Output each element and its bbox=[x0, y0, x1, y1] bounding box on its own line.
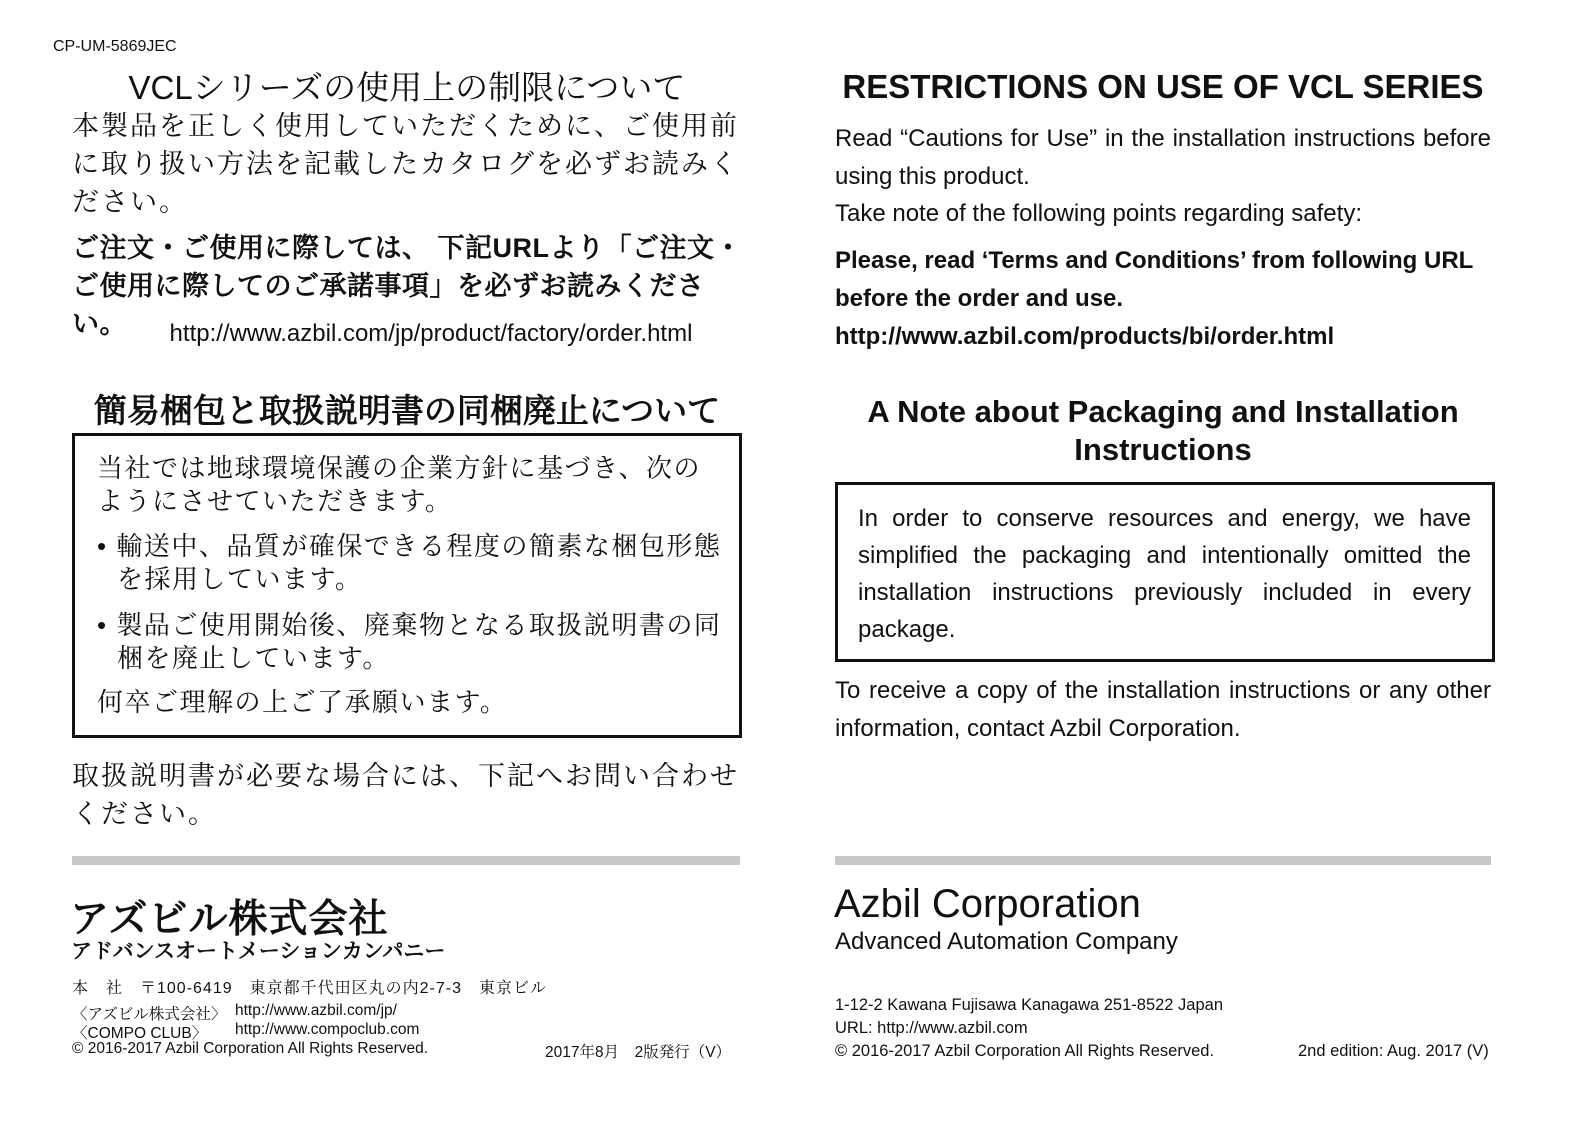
document-id: CP-UM-5869JEC bbox=[53, 38, 177, 55]
jp-contact: 取扱説明書が必要な場合には、下記へお問い合わせください。 bbox=[72, 761, 739, 829]
jp-order-url[interactable]: http://www.azbil.com/jp/product/factory/order.html bbox=[169, 320, 693, 347]
jp-packaging-title: 簡易梱包と取扱説明書の同梱廃止について bbox=[93, 392, 721, 429]
jp-address: 本 社 〒100-6419 東京都千代田区丸の内2-7-3 東京ビル bbox=[72, 980, 547, 997]
en-read-cautions: Read “Cautions for Use” in the installation instructions before using this product. bbox=[835, 125, 1491, 190]
jp-bullet-2: • 製品ご使用開始後、廃棄物となる取扱説明書の同梱を廃止しています。 bbox=[97, 610, 722, 673]
jp-bullet-1: • 輸送中、品質が確保できる程度の簡素な梱包形態を採用しています。 bbox=[97, 531, 722, 594]
jp-company-name: アズビル株式会社 bbox=[70, 898, 389, 941]
en-divider bbox=[835, 856, 1491, 865]
jp-divider bbox=[72, 856, 740, 865]
jp-compo-url[interactable]: http://www.compoclub.com bbox=[235, 1021, 420, 1038]
en-edition: 2nd edition: Aug. 2017 (V) bbox=[1298, 1042, 1489, 1060]
jp-box-intro: 当社では地球環境保護の企業方針に基づき、次のようにさせていただきます。 bbox=[97, 453, 701, 516]
jp-division-name: アドバンスオートメーションカンパニー bbox=[71, 940, 446, 963]
en-address: 1-12-2 Kawana Fujisawa Kanagawa 251-8522 Japan bbox=[835, 996, 1224, 1014]
jp-azbil-label: 〈アズビル株式会社〉 bbox=[72, 1006, 227, 1023]
jp-compo-label: 〈COMPO CLUB〉 bbox=[72, 1025, 208, 1042]
en-take-note: Take note of the following points regarding safety: bbox=[835, 200, 1362, 227]
en-division-name: Advanced Automation Company bbox=[835, 928, 1178, 955]
jp-azbil-url[interactable]: http://www.azbil.com/jp/ bbox=[235, 1002, 397, 1019]
jp-intro: 本製品を正しく使用していただくために、ご使用前に取り扱い方法を記載したカタログを必ずお読みください。 bbox=[72, 111, 739, 217]
jp-box-closing: 何卒ご理解の上ご了承願います。 bbox=[97, 687, 508, 717]
en-copyright: © 2016-2017 Azbil Corporation All Rights Reserved. bbox=[835, 1042, 1215, 1060]
jp-copyright: © 2016-2017 Azbil Corporation All Rights Reserved. bbox=[72, 1040, 429, 1057]
en-title: RESTRICTIONS ON USE OF VCL SERIES bbox=[842, 68, 1484, 105]
jp-order-notice: ご注文・ご使用に際しては、 下記URLより「ご注文・ご使用に際してのご承諾事項」を必ずお読みください。 bbox=[72, 233, 742, 339]
en-contact: To receive a copy of the installation instructions or any other information, contact Azbil Corporation. bbox=[835, 677, 1491, 742]
jp-title: VCLシリーズの使用上の制限について bbox=[128, 69, 686, 106]
en-terms: Please, read ‘Terms and Conditions’ from following URL before the order and use. bbox=[835, 247, 1473, 312]
en-box-text: In order to conserve resources and energy, we have simplified the packaging and intentionally omitted the installation instructions previously included in every package. bbox=[858, 505, 1471, 643]
en-company-name: Azbil Corporation bbox=[834, 882, 1141, 926]
en-url-line[interactable]: URL: http://www.azbil.com bbox=[835, 1019, 1028, 1037]
en-order-url[interactable]: http://www.azbil.com/products/bi/order.html bbox=[835, 323, 1335, 350]
jp-edition: 2017年8月 2版発行（V） bbox=[545, 1044, 732, 1061]
en-packaging-title: A Note about Packaging and Installation Instructions bbox=[867, 394, 1459, 467]
